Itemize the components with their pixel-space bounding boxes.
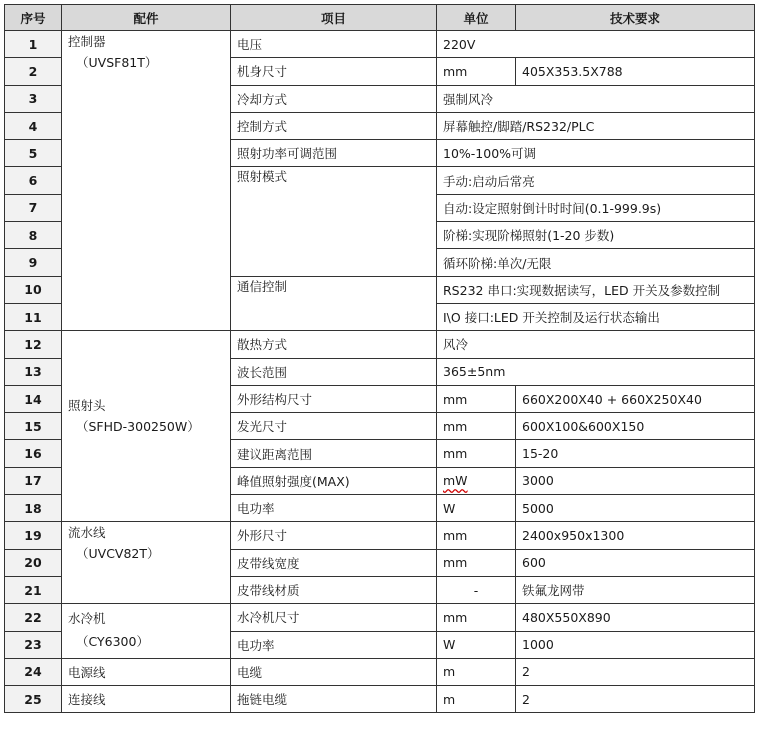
component-cell: 连接线 [62,686,231,713]
item-cell: 电功率 [231,631,437,658]
table-row [5,31,755,58]
row-number: 9 [5,249,62,276]
header-item: 项目 [231,5,437,31]
item-cell: 建议距离范围 [231,440,437,467]
component-model: （UVSF81T） [76,55,158,70]
row-number: 4 [5,112,62,139]
component-cell [62,522,231,604]
component-model: （CY6300） [76,634,149,650]
component-model: （SFHD-300250W） [76,419,200,435]
row-number: 23 [5,631,62,658]
spec-table [4,4,755,713]
item-cell: 皮带线材质 [231,576,437,603]
item-cell: 照射功率可调范围 [231,140,437,167]
value-cell: 风冷 [437,331,755,358]
unit-cell: m [437,658,516,685]
row-number: 15 [5,413,62,440]
table-row [5,331,755,358]
value-cell: 600X100&600X150 [516,413,755,440]
item-cell: 外形尺寸 [231,522,437,549]
component-cell [62,331,231,522]
item-cell: 电功率 [231,495,437,522]
value-cell: 自动:设定照射倒计时时间(0.1-999.9s) [437,194,755,221]
unit-cell: mm [437,522,516,549]
value-cell: 强制风冷 [437,85,755,112]
unit-cell: mm [437,413,516,440]
row-number: 5 [5,140,62,167]
unit-cell: mm [437,549,516,576]
row-number: 24 [5,658,62,685]
item-cell: 通信控制 [231,276,437,331]
value-cell: 循环阶梯:单次/无限 [437,249,755,276]
header-component: 配件 [62,5,231,31]
item-cell: 散热方式 [231,331,437,358]
unit-cell: mm [437,604,516,631]
unit-cell: mm [437,385,516,412]
value-cell: 15-20 [516,440,755,467]
row-number: 14 [5,385,62,412]
row-number: 11 [5,303,62,330]
row-number: 6 [5,167,62,194]
row-number: 10 [5,276,62,303]
value-cell: 480X550X890 [516,604,755,631]
value-cell: 阶梯:实现阶梯照射(1-20 步数) [437,222,755,249]
value-cell: 2 [516,686,755,713]
item-cell: 发光尺寸 [231,413,437,440]
row-number: 19 [5,522,62,549]
unit-cell: m [437,686,516,713]
unit-cell [437,467,516,494]
value-cell: 10%-100%可调 [437,140,755,167]
value-cell: RS232 串口:实现数据读写，LED 开关及参数控制 [437,276,755,303]
row-number: 2 [5,58,62,85]
value-cell: 220V [437,31,755,58]
value-cell: 1000 [516,631,755,658]
item-cell: 拖链电缆 [231,686,437,713]
table-row [5,522,755,549]
row-number: 7 [5,194,62,221]
header-row [5,5,755,31]
row-number: 3 [5,85,62,112]
row-number: 1 [5,31,62,58]
header-unit: 单位 [437,5,516,31]
item-cell: 机身尺寸 [231,58,437,85]
item-cell: 峰值照射强度(MAX) [231,467,437,494]
value-cell: 660X200X40 + 660X250X40 [516,385,755,412]
item-cell: 电压 [231,31,437,58]
table-row [5,686,755,713]
row-number: 16 [5,440,62,467]
value-cell: I\O 接口:LED 开关控制及运行状态输出 [437,303,755,330]
component-cell [62,604,231,659]
component-cell [62,31,231,331]
table-row [5,658,755,685]
row-number: 18 [5,495,62,522]
component-name: 照射头 [68,398,106,414]
unit-cell: W [437,631,516,658]
item-cell: 水冷机尺寸 [231,604,437,631]
value-cell: 600 [516,549,755,576]
unit-cell: mm [437,58,516,85]
item-cell: 照射模式 [231,167,437,276]
row-number: 13 [5,358,62,385]
component-cell: 电源线 [62,658,231,685]
header-requirement: 技术要求 [516,5,755,31]
value-cell: 3000 [516,467,755,494]
value-cell: 365±5nm [437,358,755,385]
component-model: （UVCV82T） [76,546,160,562]
header-no: 序号 [5,5,62,31]
row-number: 21 [5,576,62,603]
unit-text: mW [443,473,468,489]
component-name: 流水线 [68,525,106,541]
row-number: 22 [5,604,62,631]
item-cell: 控制方式 [231,112,437,139]
value-cell: 2 [516,658,755,685]
table-row [5,604,755,631]
unit-cell: - [437,576,516,603]
value-cell: 405X353.5X788 [516,58,755,85]
item-cell: 冷却方式 [231,85,437,112]
unit-cell: mm [437,440,516,467]
value-cell: 手动:启动后常亮 [437,167,755,194]
value-cell: 屏幕触控/脚踏/RS232/PLC [437,112,755,139]
row-number: 12 [5,331,62,358]
unit-cell: W [437,495,516,522]
item-cell: 外形结构尺寸 [231,385,437,412]
row-number: 25 [5,686,62,713]
item-cell: 波长范围 [231,358,437,385]
value-cell: 2400x950x1300 [516,522,755,549]
item-cell: 电缆 [231,658,437,685]
component-name: 水冷机 [68,611,106,627]
row-number: 17 [5,467,62,494]
row-number: 8 [5,222,62,249]
item-cell: 皮带线宽度 [231,549,437,576]
row-number: 20 [5,549,62,576]
value-cell: 5000 [516,495,755,522]
component-name: 控制器 [68,34,106,49]
value-cell: 铁氟龙网带 [516,576,755,603]
